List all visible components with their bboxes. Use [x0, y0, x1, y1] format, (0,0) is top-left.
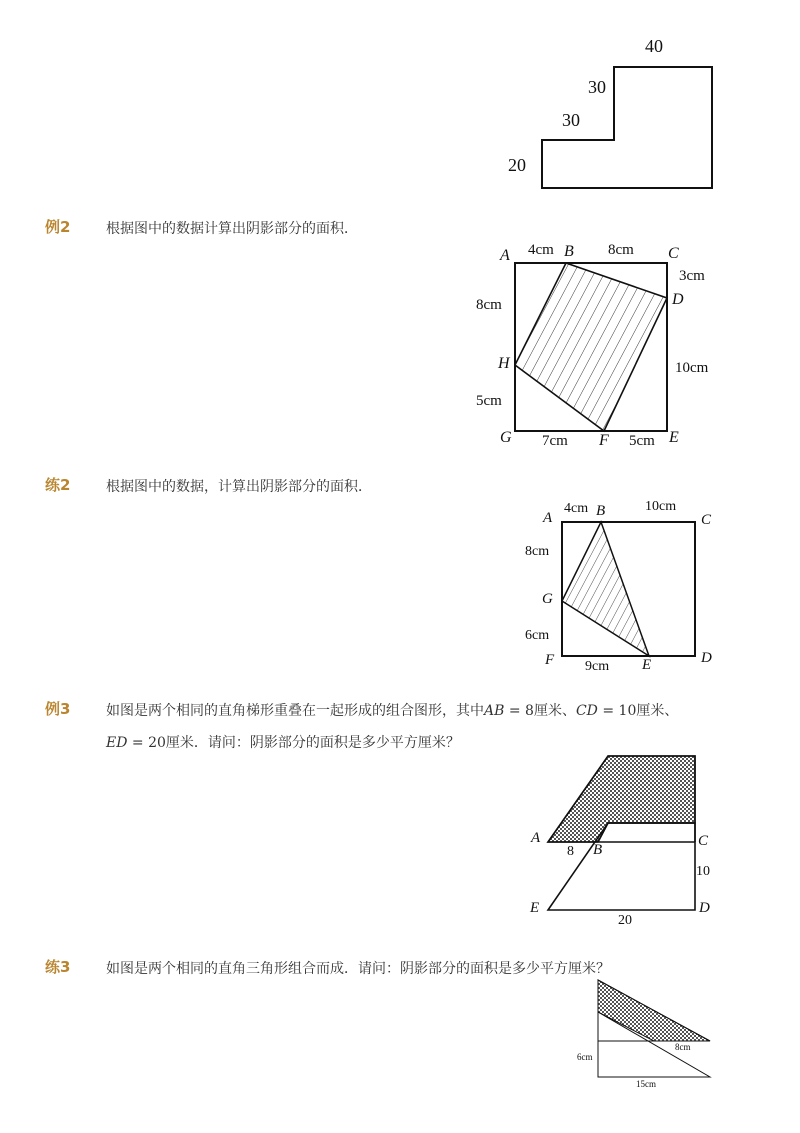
point-F: F: [545, 652, 555, 668]
example-2-tag: 例2: [45, 218, 71, 236]
label-30-lower: 30: [562, 110, 580, 130]
point-G: G: [500, 429, 512, 446]
example-3-line-2: [106, 732, 460, 752]
practice-2-tag: 练2: [45, 476, 71, 494]
length-bc: 10cm: [645, 499, 677, 514]
ex3-v20: 20: [148, 735, 166, 751]
length-ab: 4cm: [528, 242, 554, 258]
practice-2-text: 根据图中的数据，计算出阴影部分的面积．: [106, 479, 372, 495]
ex3-text-a: 如图是两个相同的直角梯形重叠在一起形成的组合图形，其中: [106, 703, 484, 719]
example-3-tag: 例3: [45, 700, 71, 718]
ex3-unit-1: 厘米、: [533, 703, 576, 719]
length-ah: 8cm: [476, 297, 502, 313]
point-F: F: [599, 432, 609, 449]
length-hg: 5cm: [476, 393, 502, 409]
point-H: H: [498, 355, 510, 372]
label-20: 20: [508, 155, 526, 175]
point-D: D: [699, 900, 710, 916]
length-ed: 20: [618, 913, 632, 928]
ex3-eq-1: =: [504, 703, 526, 719]
length-fe: 9cm: [585, 659, 610, 674]
example-3-line-1: [106, 700, 678, 720]
ex3-eq-3: =: [127, 735, 149, 751]
example-3-figure: [520, 748, 740, 928]
lower-trapezoid-edges: [598, 823, 695, 842]
practice-2-figure: [520, 494, 730, 674]
ex3-v8: 8: [525, 703, 534, 719]
ex3-text-b: 厘米．请问：阴影部分的面积是多少平方厘米？: [165, 735, 460, 751]
point-D: D: [672, 291, 684, 308]
shaded-region: [548, 756, 695, 842]
l-shape-figure: [500, 30, 730, 195]
point-A: A: [531, 830, 541, 846]
point-C: C: [698, 833, 709, 849]
point-B: B: [596, 503, 606, 519]
length-gf: 6cm: [525, 628, 550, 643]
point-E: E: [530, 900, 540, 916]
length-cd: 10: [696, 864, 710, 879]
length-6cm: 6cm: [577, 1052, 593, 1062]
label-30-upper: 30: [588, 77, 606, 97]
length-fe: 5cm: [629, 433, 655, 449]
length-ab: 4cm: [564, 501, 589, 516]
shaded-quadrilateral: [515, 263, 667, 431]
point-A: A: [543, 510, 553, 526]
length-8cm: 8cm: [675, 1042, 691, 1052]
point-D: D: [701, 650, 712, 666]
example-2-figure: [470, 238, 730, 453]
point-G: G: [542, 591, 553, 607]
shaded-triangle: [562, 522, 649, 656]
point-A: A: [500, 247, 510, 264]
ex3-ed: ED: [106, 735, 128, 751]
practice-3-figure: [570, 975, 730, 1090]
point-B: B: [593, 842, 603, 858]
length-cd: 3cm: [679, 268, 705, 284]
ex3-cd: CD: [575, 703, 598, 719]
length-15cm: 15cm: [636, 1079, 656, 1089]
label-40: 40: [645, 36, 663, 56]
length-ab: 8: [567, 844, 574, 859]
ex3-ab: AB: [484, 703, 505, 719]
ex3-eq-2: =: [597, 703, 619, 719]
point-E: E: [642, 657, 652, 673]
length-ag: 8cm: [525, 544, 550, 559]
practice-3-tag: 练3: [45, 958, 71, 976]
length-de: 10cm: [675, 360, 709, 376]
ex3-v10: 10: [618, 703, 637, 719]
point-C: C: [701, 512, 712, 528]
point-B: B: [564, 243, 574, 260]
practice-3-text: 如图是两个相同的直角三角形组合而成．请问：阴影部分的面积是多少平方厘米？: [106, 961, 610, 977]
point-E: E: [669, 429, 679, 446]
length-bc: 8cm: [608, 242, 634, 258]
point-C: C: [668, 245, 679, 262]
length-gf: 7cm: [542, 433, 568, 449]
example-2-text: 根据图中的数据计算出阴影部分的面积．: [106, 221, 358, 237]
ex3-unit-2: 厘米、: [636, 703, 679, 719]
